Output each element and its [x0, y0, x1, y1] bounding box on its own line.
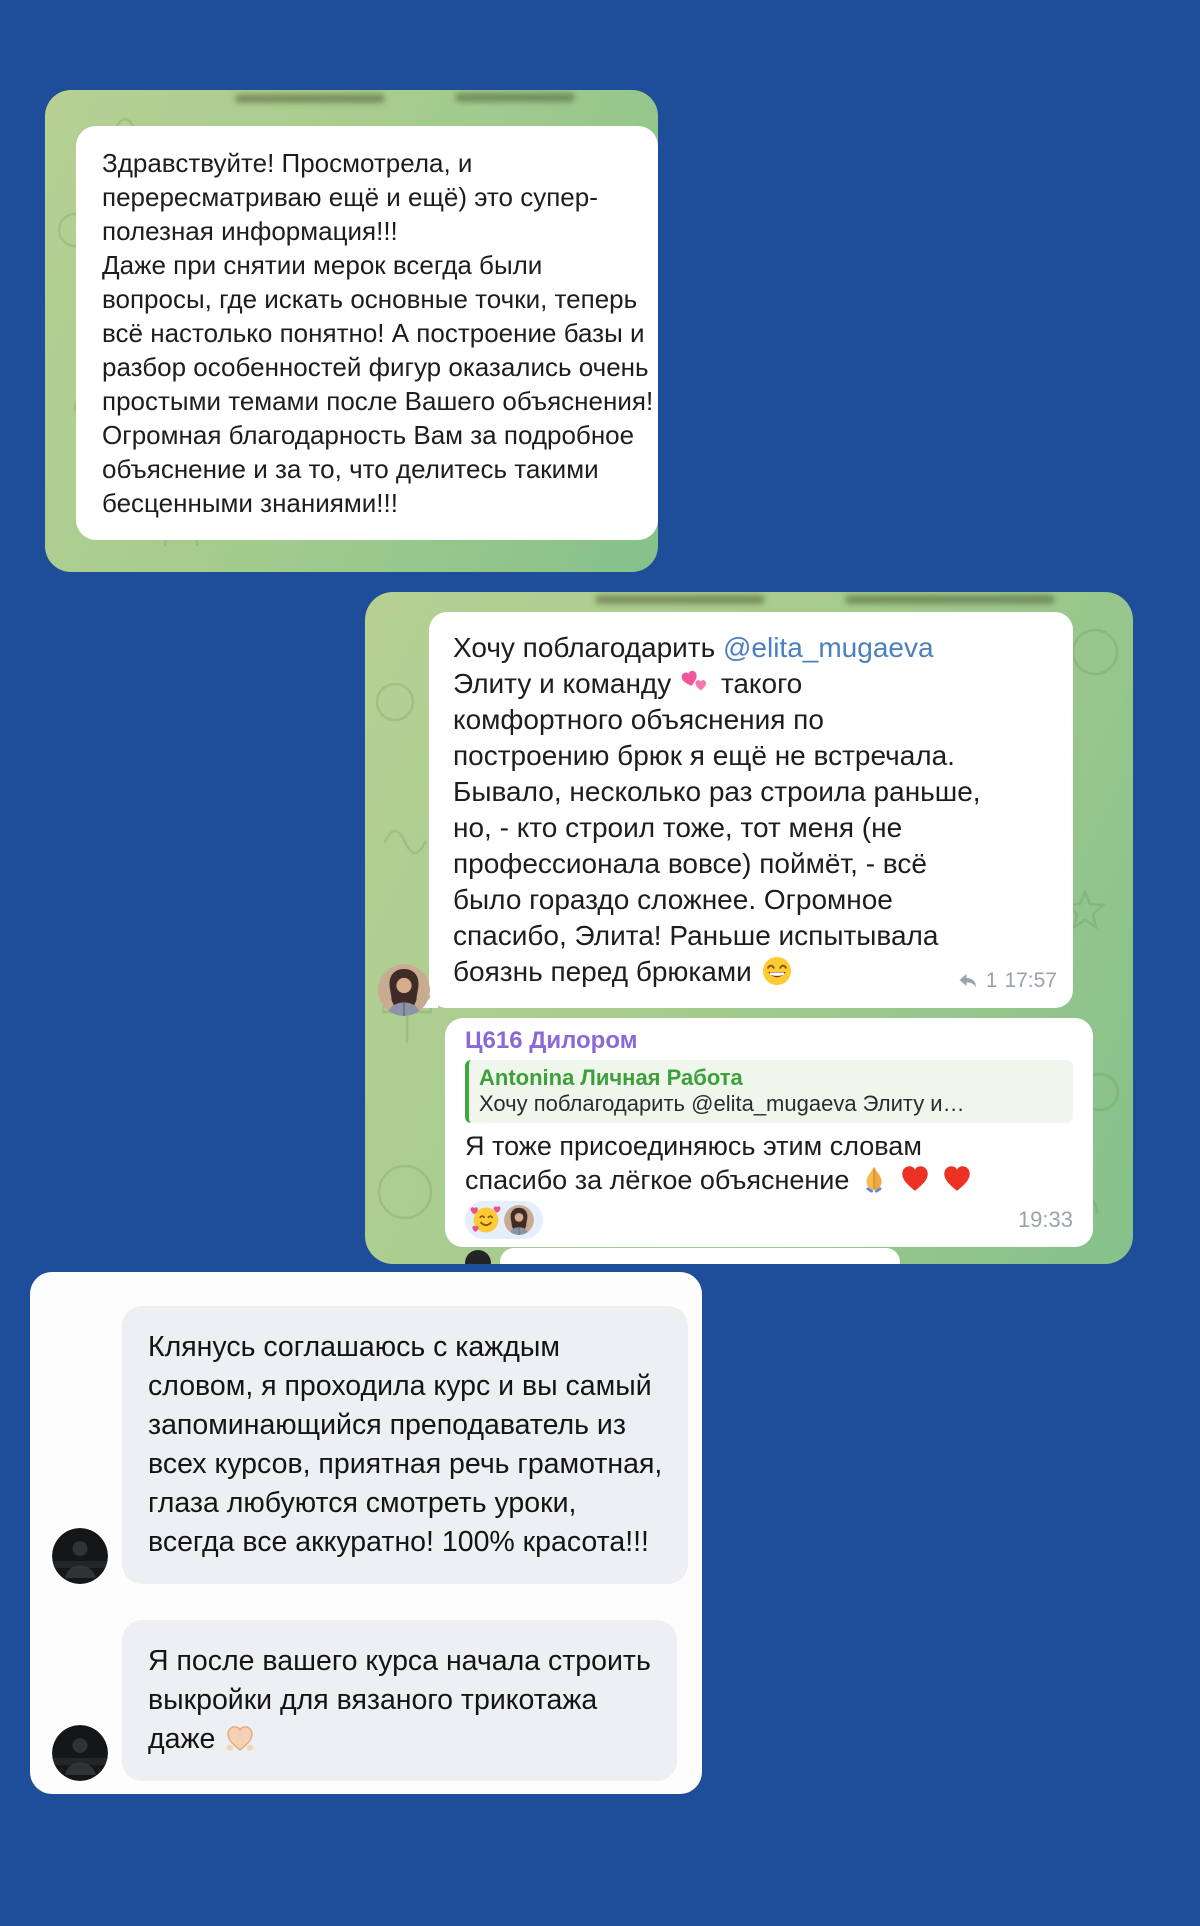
message-text-line: всё настолько понятно! А построение базы и	[102, 318, 645, 348]
two-hearts-emoji	[681, 668, 711, 698]
smiling-face-with-hearts-emoji	[470, 1204, 502, 1236]
message-text-line: было гораздо сложнее. Огромное	[453, 884, 893, 915]
chat-screenshot-card-bottom	[30, 1272, 702, 1794]
message-text: Хочу поблагодарить	[453, 632, 716, 663]
timestamp: 17:57	[1004, 969, 1057, 992]
message-text-line: разбор особенностей фигур оказались очень	[102, 352, 649, 382]
sender-name[interactable]: Ц616 Дилором	[465, 1027, 638, 1054]
partial-message-bubble	[500, 1248, 900, 1264]
message-text-line: Даже при снятии мерок всегда были	[102, 250, 543, 280]
message-text-line: Здравствуйте! Просмотрела, и	[102, 148, 473, 178]
cropped-header-artifact	[235, 94, 385, 103]
message-text-line: словом, я проходила курс и вы самый	[148, 1370, 652, 1402]
red-heart-emoji	[900, 1164, 930, 1194]
chat-screenshot-card-middle	[365, 592, 1133, 1264]
message-text-line: простыми темами после Вашего объяснения!	[102, 386, 654, 416]
message-text-line: но, - кто строил тоже, тот меня (не	[453, 812, 903, 843]
folded-hands-emoji	[859, 1164, 889, 1194]
message-meta	[957, 963, 1057, 999]
message-text: даже	[148, 1723, 216, 1755]
quote-author: Antonina Личная Работа	[479, 1065, 743, 1090]
message-text-line: глаза любуются смотреть уроки,	[148, 1487, 577, 1519]
message-text-line: всех курсов, приятная речь грамотная,	[148, 1448, 663, 1480]
reply-count: 1	[985, 969, 998, 992]
cropped-header-artifact	[595, 595, 765, 604]
mention-link[interactable]: @elita_mugaeva	[722, 632, 934, 663]
reply-arrow-icon	[957, 971, 979, 991]
sender-avatar[interactable]	[52, 1725, 108, 1781]
message-text-line: полезная информация!!!	[102, 216, 398, 246]
message-text-line: выкройки для вязаного трикотажа	[148, 1684, 598, 1716]
quote-text: Хочу поблагодарить @elita_mugaeva Элиту и…	[479, 1091, 965, 1116]
message-text: боязнь перед брюками	[453, 956, 752, 987]
timestamp: 19:33	[1017, 1207, 1073, 1232]
red-heart-emoji	[942, 1164, 972, 1194]
message-text-line: объяснение и за то, что делитесь такими	[102, 454, 599, 484]
message-text-line: спасибо, Элита! Раньше испытывала	[453, 920, 939, 951]
message-bubble	[76, 126, 658, 540]
message-text-line: комфортного объяснения по	[453, 704, 824, 735]
reaction-pill[interactable]	[465, 1201, 543, 1239]
sender-avatar[interactable]	[52, 1528, 108, 1584]
message-text-line: Я тоже присоединяюсь этим словам	[465, 1131, 922, 1161]
reply-message-bubble	[445, 1018, 1093, 1247]
message-bubble	[122, 1620, 677, 1781]
message-text-line: всегда все аккуратно! 100% красота!!!	[148, 1526, 649, 1558]
message-bubble	[429, 612, 1073, 1008]
reactor-avatar	[504, 1205, 534, 1235]
quoted-message[interactable]	[465, 1060, 1073, 1123]
message-text-line: Огромная благодарность Вам за подробное	[102, 420, 635, 450]
cropped-header-artifact	[845, 595, 1055, 604]
message-text-line: Бывало, несколько раз строила раньше,	[453, 776, 981, 807]
sender-avatar[interactable]	[378, 964, 430, 1016]
message-text: Элиту и команду	[453, 668, 672, 699]
cropped-header-artifact	[455, 93, 575, 102]
message-text-line: запоминающийся преподаватель из	[148, 1409, 626, 1441]
message-bubble	[122, 1306, 688, 1584]
message-text: такого	[720, 668, 803, 699]
message-text-line: перересматриваю ещё и ещё) это супер-	[102, 182, 598, 212]
chat-screenshot-card-top	[45, 90, 658, 572]
message-text-line: Клянусь соглашаюсь с каждым	[148, 1331, 561, 1363]
message-text-line: бесценными знаниями!!!	[102, 488, 398, 518]
message-text-line: построению брюк я ещё не встречала.	[453, 740, 955, 771]
message-text: спасибо за лёгкое объяснение	[465, 1165, 850, 1195]
message-text-line: профессионала вовсе) поймёт, - всё	[453, 848, 927, 879]
message-text-line: Я после вашего курса начала строить	[148, 1645, 651, 1677]
heart-hands-emoji	[225, 1723, 255, 1753]
grinning-face-emoji	[762, 956, 792, 986]
message-text-line: вопросы, где искать основные точки, теперь	[102, 284, 638, 314]
